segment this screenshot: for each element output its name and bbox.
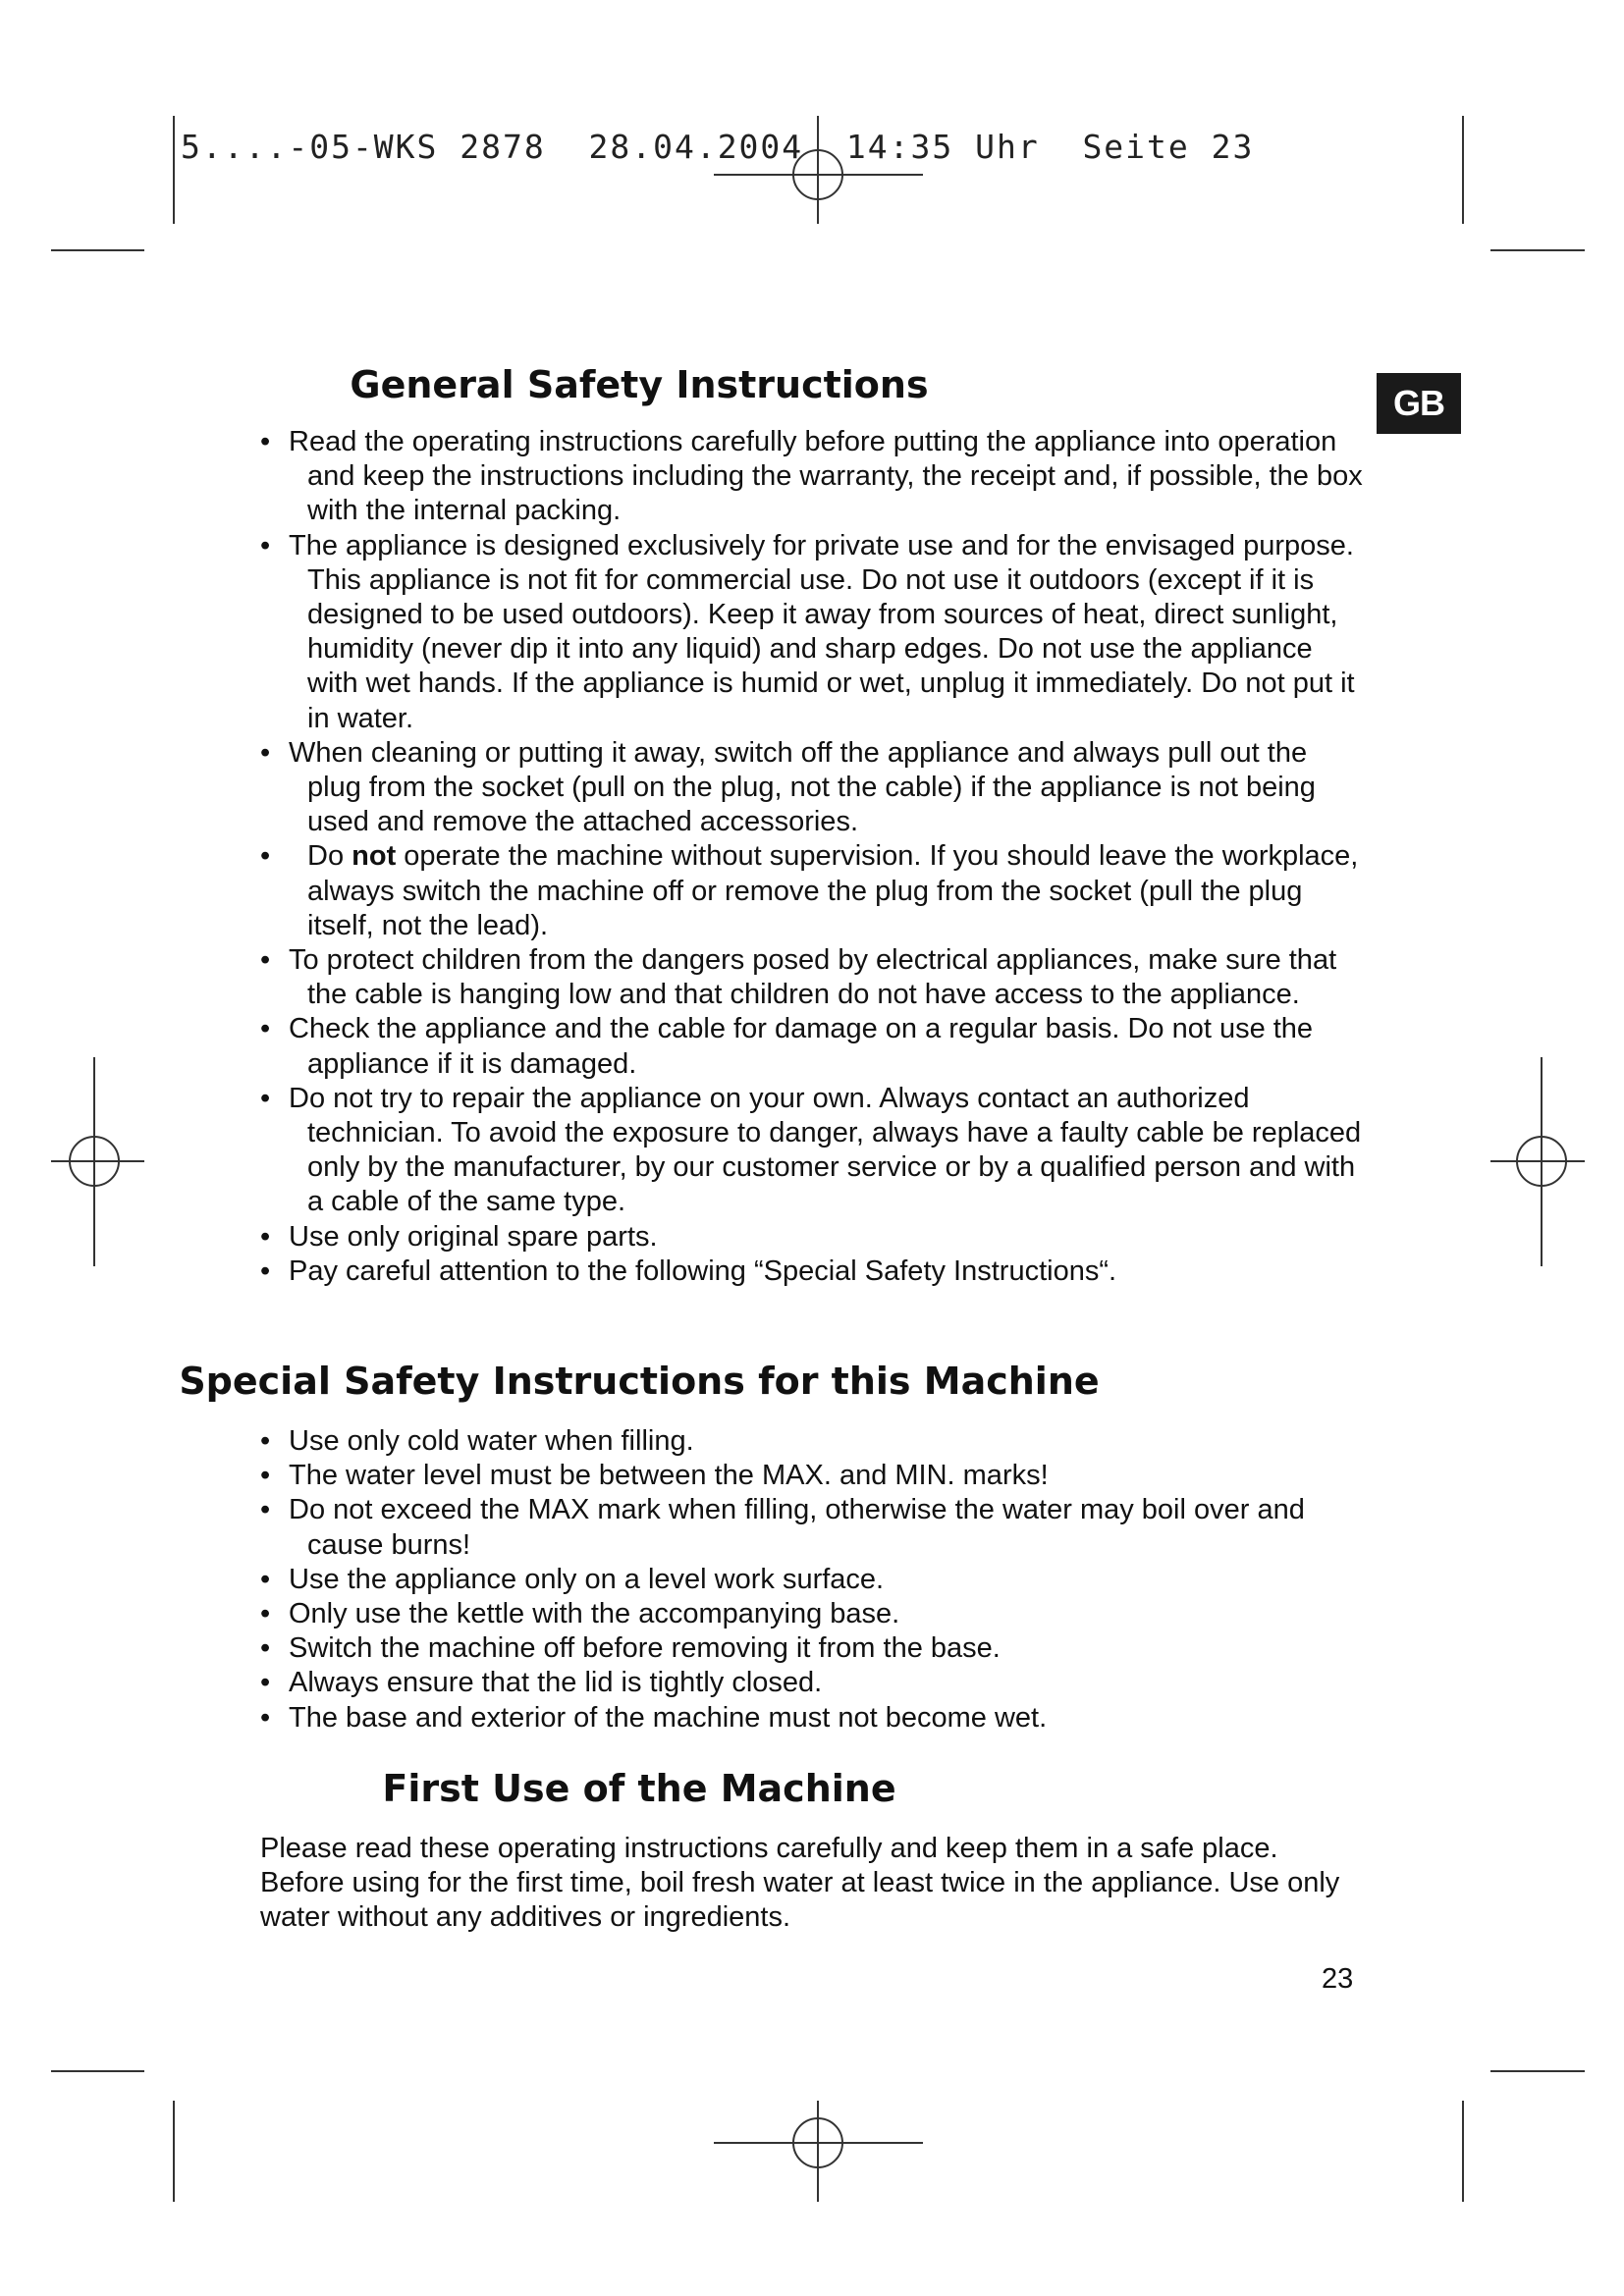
section-title-special-safety: Special Safety Instructions for this Machine bbox=[179, 1360, 1100, 1403]
list-item: • Use only original spare parts. bbox=[260, 1220, 658, 1253]
general-safety-list bbox=[260, 425, 1365, 1289]
language-badge: GB bbox=[1377, 373, 1461, 434]
list-item-text: Only use the kettle with the accompanying base. bbox=[289, 1598, 900, 1630]
list-item-text: Use only original spare parts. bbox=[289, 1220, 658, 1253]
list-item-text: Do bbox=[307, 840, 352, 873]
list-item: • Use the appliance only on a level work surface. bbox=[260, 1563, 885, 1595]
special-safety-list bbox=[260, 1424, 1365, 1735]
list-item-text: To protect children from the dangers posed by electrical appliances, make sure that the cable is hanging low and that children do not have access to the appliance. bbox=[289, 944, 1337, 1011]
list-item-text: The appliance is designed exclusively for private use and for the envisaged purpose. This appliance is not fit for commercial use. Do not use it outdoors (except if it is designed to be used outdoors). Keep it away from sources of heat, direct sunlight, humidity (never dip it into any liquid) and sharp edges. Do not use the appliance with wet hands. If the appliance is humid or wet, unplug it immediately. Do not put it in water. bbox=[289, 529, 1355, 734]
list-item: • Switch the machine off before removing it from the base. bbox=[260, 1632, 1001, 1665]
list-item-text: Use only cold water when filling. bbox=[289, 1425, 694, 1457]
list-item: • Do not try to repair the appliance on your own. Always contact an authorized technician. To avoid the exposure to danger, always have a faulty cable be replaced only by the manufacturer, by our customer service or by a qualified person and with a cable of the same type. bbox=[260, 1082, 1362, 1218]
list-item-text: Do not exceed the MAX mark when filling, otherwise the water may boil over and cause burns! bbox=[289, 1494, 1305, 1561]
list-item-text: Do not try to repair the appliance on your own. Always contact an authorized technician. To avoid the exposure to danger, always have a faulty cable be replaced only by the manufacturer, by our customer service or by a qualified person and with a cable of the same type. bbox=[289, 1082, 1362, 1218]
print-slug: 5....-05-WKS 2878 28.04.2004 14:35 Uhr Seite 23 bbox=[181, 128, 1255, 166]
list-item-text-rest: operate the machine without supervision. If you should leave the workplace, always switch the machine off or remove the plug from the socket (pull the plug itself, not the lead). bbox=[307, 840, 1359, 941]
list-item: • Pay careful attention to the following “Special Safety Instructions“. bbox=[260, 1255, 1117, 1287]
list-item-text: When cleaning or putting it away, switch off the appliance and always pull out the plug from the socket (pull on the plug, not the cable) if the appliance is not being used and remove the attached accessories. bbox=[289, 736, 1316, 838]
first-use-paragraph: Please read these operating instructions carefully and keep them in a safe place. Before using for the first time, boil fresh water at least twice in the appliance. Use only water without any additives or ingredients. bbox=[260, 1833, 1340, 1934]
list-item: • The water level must be between the MAX. and MIN. marks! bbox=[260, 1460, 1049, 1492]
section-title-general-safety: General Safety Instructions bbox=[350, 363, 929, 406]
list-item: • The base and exterior of the machine must not become wet. bbox=[260, 1701, 1048, 1734]
list-item-text: Switch the machine off before removing it from the base. bbox=[289, 1632, 1001, 1665]
list-item-text: Pay careful attention to the following “Special Safety Instructions“. bbox=[289, 1255, 1117, 1287]
list-item: • Always ensure that the lid is tightly closed. bbox=[260, 1667, 823, 1699]
list-item: • Use only cold water when filling. bbox=[260, 1425, 694, 1457]
list-item-text: The base and exterior of the machine must not become wet. bbox=[289, 1701, 1048, 1734]
list-item: • The appliance is designed exclusively for private use and for the envisaged purpose. This appliance is not fit for commercial use. Do not use it outdoors (except if it is designed to be used outdoors). Keep it away from sources of heat, direct sunlight, humidity (never dip it into any liquid) and sharp edges. Do not use the appliance with wet hands. If the appliance is humid or wet, unplug it immediately. Do not put it in water. bbox=[260, 529, 1355, 734]
list-item-text: Use the appliance only on a level work surface. bbox=[289, 1563, 885, 1595]
list-item-text: Always ensure that the lid is tightly closed. bbox=[289, 1667, 823, 1699]
list-item: • When cleaning or putting it away, switch off the appliance and always pull out the plug from the socket (pull on the plug, not the cable) if the appliance is not being used and remove the attached accessories. bbox=[260, 736, 1316, 838]
list-item-text: The water level must be between the MAX. and MIN. marks! bbox=[289, 1460, 1049, 1492]
list-item-text: Check the appliance and the cable for damage on a regular basis. Do not use the appliance if it is damaged. bbox=[289, 1013, 1314, 1080]
emphasis-text: not bbox=[352, 840, 397, 873]
section-title-first-use: First Use of the Machine bbox=[382, 1767, 896, 1810]
list-item: • Only use the kettle with the accompanying base. bbox=[260, 1598, 900, 1630]
list-item: • Check the appliance and the cable for damage on a regular basis. Do not use the appliance if it is damaged. bbox=[260, 1013, 1314, 1080]
page-number: 23 bbox=[1322, 1963, 1354, 1995]
list-item: • Do not operate the machine without supervision. If you should leave the workplace, always switch the machine off or remove the plug from the socket (pull the plug itself, not the lead). bbox=[260, 840, 1359, 941]
list-item-text: Read the operating instructions carefully before putting the appliance into operation and keep the instructions including the warranty, the receipt and, if possible, the box with the internal packing. bbox=[289, 426, 1363, 527]
list-item: • Do not exceed the MAX mark when filling, otherwise the water may boil over and cause burns! bbox=[260, 1494, 1305, 1561]
list-item: • To protect children from the dangers posed by electrical appliances, make sure that the cable is hanging low and that children do not have access to the appliance. bbox=[260, 944, 1337, 1011]
list-item: • Read the operating instructions carefully before putting the appliance into operation and keep the instructions including the warranty, the receipt and, if possible, the box with the internal packing. bbox=[260, 426, 1363, 527]
